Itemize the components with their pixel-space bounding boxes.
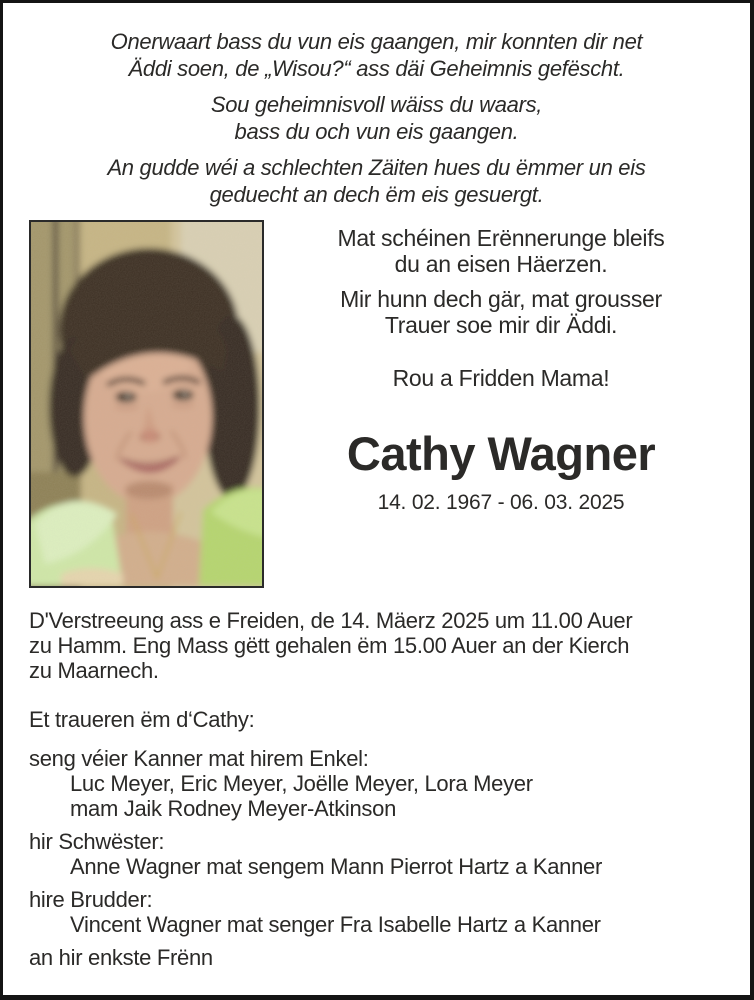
- middle-section: [3, 220, 750, 588]
- epigraph-verse-1: [3, 28, 750, 82]
- portrait-photo-illustration: [31, 222, 262, 586]
- mourner-group-label: hir Schwëster:: [29, 829, 165, 854]
- tribute-verse-1: [274, 225, 728, 277]
- tribute-line: Trauer soe mir dir Äddi.: [384, 312, 618, 338]
- tribute-line: Rou a Fridden Mama!: [392, 365, 610, 391]
- mourner-names: mam Jaik Rodney Meyer-Atkinson: [70, 796, 397, 821]
- epigraph: [3, 3, 750, 208]
- mourner-group-children: [29, 746, 724, 821]
- mourner-names: Anne Wagner mat sengem Mann Pierrot Hartz a Kanner: [70, 854, 603, 879]
- mourner-group-label: seng véier Kanner mat hirem Enkel:: [29, 746, 369, 771]
- mourner-group-sister: [29, 829, 724, 879]
- mourners-closing: an hir enkste Frënn: [29, 945, 213, 970]
- epigraph-verse-3: [3, 154, 750, 208]
- epigraph-line: Onerwaart bass du vun eis gaangen, mir konnten dir net: [110, 29, 643, 54]
- epigraph-line: An gudde wéi a schlechten Zäiten hues du ëmmer un eis: [107, 155, 646, 180]
- mourners-intro: Et traueren ëm d‘Cathy:: [29, 707, 255, 732]
- announcement-line: D'Verstreeung ass e Freiden, de 14. Mäerz 2025 um 11.00 Auer: [29, 608, 633, 633]
- mourner-group-label: hire Brudder:: [29, 887, 153, 912]
- tribute-line: Mat schéinen Erënnerunge bleifs: [337, 225, 665, 251]
- epigraph-line: Äddi soen, de „Wisou?“ ass däi Geheimnis gefëscht.: [128, 56, 625, 81]
- rest-in-peace-line: [274, 365, 728, 391]
- epigraph-line: Sou geheimnisvoll wäiss du waars,: [210, 92, 543, 117]
- tribute-line: Mir hunn dech gär, mat grousser: [340, 286, 662, 312]
- portrait-photo: [29, 220, 264, 588]
- details-section: [29, 608, 724, 970]
- announcement-line: zu Hamm. Eng Mass gëtt gehalen ëm 15.00 Auer an der Kierch: [29, 633, 630, 658]
- photo-grain-overlay: [31, 222, 262, 586]
- mourner-names: Luc Meyer, Eric Meyer, Joëlle Meyer, Lora Meyer: [70, 771, 533, 796]
- funeral-announcement: [29, 608, 724, 683]
- mourner-group-brother: [29, 887, 724, 937]
- deceased-name: Cathy Wagner: [346, 427, 656, 480]
- deceased-dates: 14. 02. 1967 - 06. 03. 2025: [377, 491, 625, 514]
- tribute-verse-2: [274, 286, 728, 338]
- announcement-line: zu Maarnech.: [29, 658, 159, 683]
- mourner-names: Vincent Wagner mat senger Fra Isabelle Hartz a Kanner: [70, 912, 601, 937]
- tribute-column: [264, 220, 750, 588]
- tribute-line: du an eisen Häerzen.: [394, 251, 608, 277]
- epigraph-line: bass du och vun eis gaangen.: [234, 119, 519, 144]
- epigraph-line: geduecht an dech ëm eis gesuergt.: [209, 182, 544, 207]
- epigraph-verse-2: [3, 91, 750, 145]
